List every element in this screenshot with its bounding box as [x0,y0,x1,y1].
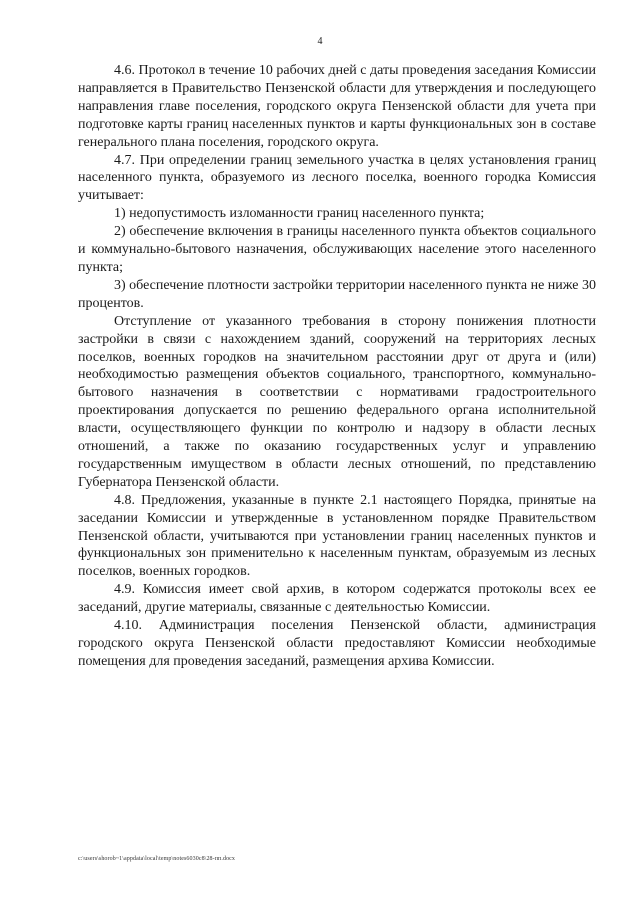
list-item-2: 2) обеспечение включения в границы населенного пункта объектов социального и коммунально-бытового назначения, обслуживающих население этого населенного пункта; [78,224,596,275]
paragraph-4-7: 4.7. При определении границ земельного участка в целях установления границ населенного пункта, образуемого из лесного поселка, военного городка Комиссия учитывает: [78,152,596,204]
document-body [78,62,596,671]
paragraph-4-6: 4.6. Протокол в течение 10 рабочих дней с даты проведения заседания Комиссии направляется в Правительство Пензенской области для утверждения и последующего направления главе поселения, городского округа Пензенской области для учета при подготовке карты границ населенных пунктов и карты функциональных зон в составе генерального плана поселения, городского округа. [78,63,596,150]
footer-file-path: c:\users\shorob~1\appdata\local\temp\notes6030c8\28-пп.docx [78,856,236,862]
list-item-3: 3) обеспечение плотности застройки территории населенного пункта не ниже 30 процентов. [78,277,596,311]
paragraph-4-10: 4.10. Администрация поселения Пензенской области, администрация городского округа Пензенской области предоставляют Комиссии необходимые помещения для проведения заседаний, размещения архива Комиссии. [78,618,596,669]
list-item-1: 1) недопустимость изломанности границ населенного пункта; [114,206,485,222]
page-number: 4 [317,36,323,47]
paragraph-4-8: 4.8. Предложения, указанные в пункте 2.1 настоящего Порядка, принятые на заседании Комиссии и утвержденные в установленном порядке Правительством Пензенской области, учитываются при установлении границ населенных пунктов и функциональных зон применительно к населенным пунктам, образуемым из лесных поселков, военных городков. [78,492,596,580]
paragraph-deviation: Отступление от указанного требования в сторону понижения плотности застройки в связи с нахождением зданий, сооружений на территориях лесных поселков, военных городков на значительном расстоянии друг от друга и (или) необходимостью размещения объектов социального, транспортного, коммунально-бытового назначения в соответствии с нормативами градостроительного проектирования допускается по решению федерального органа исполнительной власти, осуществляющего функции по контролю и надзору в области лесных отношений, а также по оказанию государственных услуг и управлению государственным имуществом в области лесных отношений, по представлению Губернатора Пензенской области. [78,313,596,490]
paragraph-4-9: 4.9. Комиссия имеет свой архив, в котором содержатся протоколы всех ее заседаний, другие материалы, связанные с деятельностью Комиссии. [78,582,596,616]
